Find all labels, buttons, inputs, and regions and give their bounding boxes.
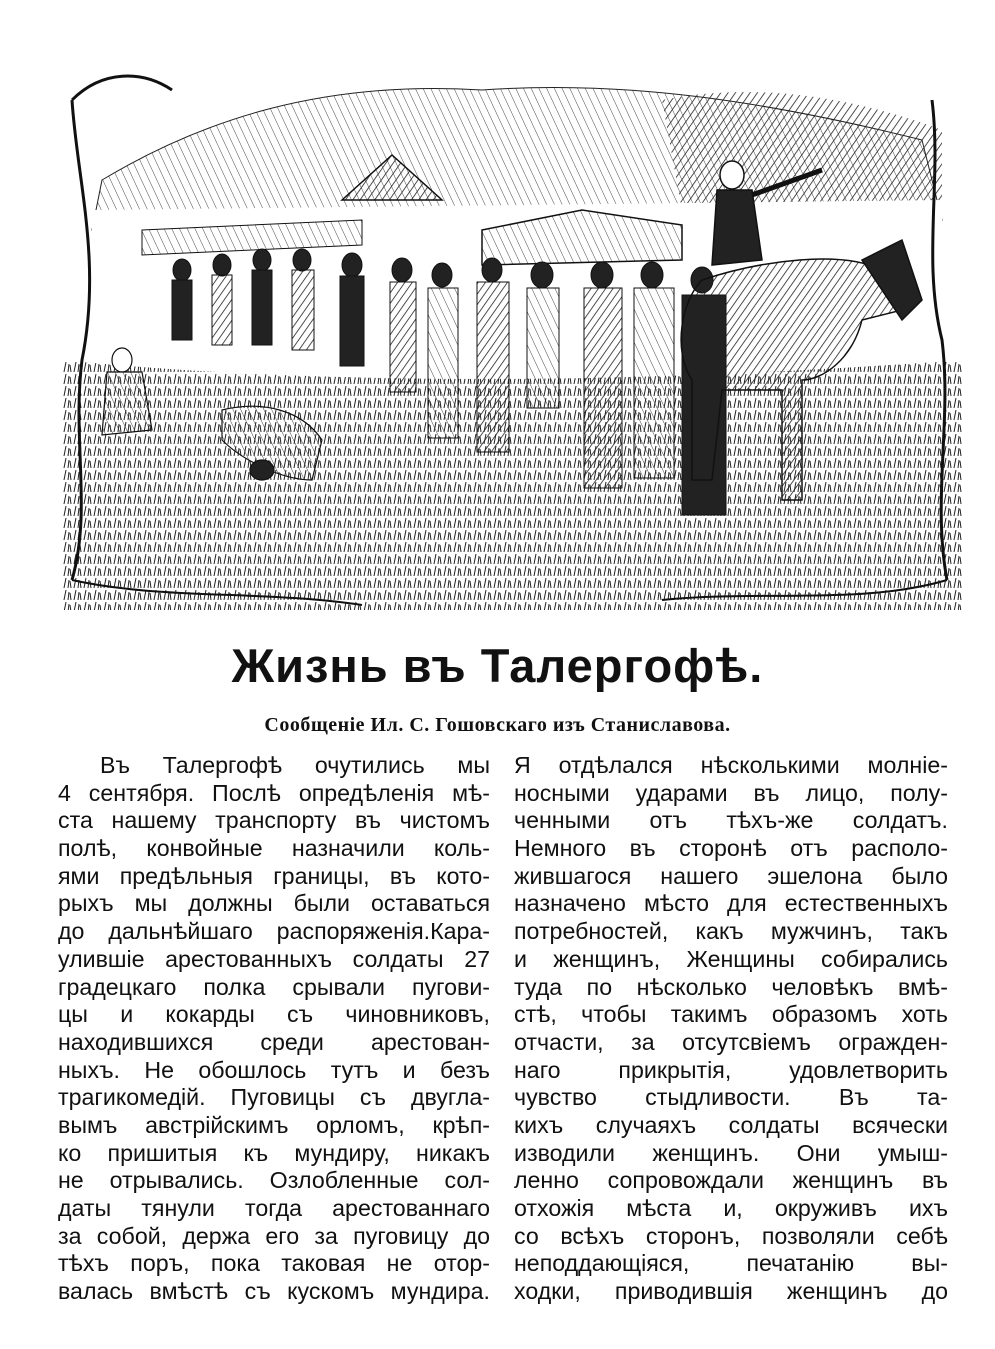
article-title: Жизнь въ Талергофѣ. (231, 639, 764, 692)
text-line: рыхъ мы должны были оставаться (58, 890, 490, 917)
text-line: градецкаго полка срывали пугови- (58, 973, 490, 1000)
text-line: со всѣхъ сторонъ, позволяли себѣ (514, 1222, 948, 1249)
illustration-icon (62, 60, 962, 610)
text-line: до дальнѣйшаго распоряженія.Кара- (58, 918, 490, 945)
text-line: назначено мѣсто для естественныхъ (514, 890, 948, 917)
text-line: даты тянули тогда арестованнаго (58, 1195, 490, 1221)
text-line: чувство стыдливости. Въ та- (514, 1084, 948, 1111)
text-line: ко пришитыя къ мундиру, никакъ (58, 1139, 490, 1166)
text-line: жившагося нашего эшелона было (514, 862, 948, 889)
text-line: вымъ австрійскимъ орломъ, крѣп- (58, 1111, 490, 1138)
right-column (514, 752, 948, 1306)
text-line: стѣ, чтобы такимъ образомъ хоть (514, 1001, 948, 1028)
text-line: за собой, держа его за пуговицу до (58, 1222, 490, 1249)
text-line: потребностей, какъ мужчинъ, такъ (514, 918, 948, 945)
text-line: наго прикрытія, удовлетворить (514, 1056, 948, 1083)
text-line: трагикомедій. Пуговицы съ двугла- (58, 1084, 490, 1111)
text-line: улившіе арестованныхъ солдаты 27 (58, 945, 490, 972)
text-line: цы и кокарды съ чиновниковъ, (58, 1001, 490, 1028)
text-line: ста нашему транспорту въ чистомъ (58, 807, 490, 834)
text-line: Я отдѣлался нѣсколькими молніе- (514, 752, 948, 778)
text-line: ленно сопровождали женщинъ въ (514, 1167, 948, 1194)
text-line: отхожія мѣста и, окруживъ ихъ (514, 1195, 948, 1221)
text-line: полѣ, конвойные назначили коль- (58, 835, 490, 862)
article-byline: Сообщеніе Ил. С. Гошовскаго изъ Станиславова. (264, 714, 731, 736)
text-line: находившихся среди арестован- (58, 1028, 490, 1055)
left-column (58, 752, 490, 1306)
text-line: ходки, приводившія женщинъ до (514, 1278, 948, 1305)
text-line: ями предѣльныя границы, въ кото- (58, 862, 490, 889)
text-line: изводили женщинъ. Они умыш- (514, 1139, 948, 1166)
text-line: валась вмѣстѣ съ кускомъ мундира. (58, 1278, 490, 1305)
engraving-illustration (62, 60, 962, 610)
text-line: Въ Талергофѣ очутились мы (100, 752, 490, 778)
text-line: 4 сентября. Послѣ опредѣленія мѣ- (58, 779, 490, 806)
text-line: носными ударами въ лицо, полу- (514, 779, 948, 806)
text-line: ченными отъ тѣхъ-же солдатъ. (514, 807, 948, 834)
text-line: отчасти, за отсутсвіемъ огражден- (514, 1028, 948, 1055)
text-line: не отрывались. Озлобленные сол- (58, 1167, 490, 1194)
text-line: и женщинъ, Женщины собирались (514, 945, 948, 972)
text-line: кихъ случаяхъ солдаты всячески (514, 1111, 948, 1138)
text-line: туда по нѣсколько человѣкъ вмѣ- (514, 973, 948, 1000)
text-line: Немного въ сторонѣ отъ располо- (514, 835, 948, 862)
text-line: неподдающіяся, печатанію вы- (514, 1250, 948, 1277)
text-line: ныхъ. Не обошлось тутъ и безъ (58, 1056, 490, 1083)
article-body (58, 752, 948, 1332)
text-line: тѣхъ поръ, пока таковая не отор- (58, 1250, 490, 1277)
